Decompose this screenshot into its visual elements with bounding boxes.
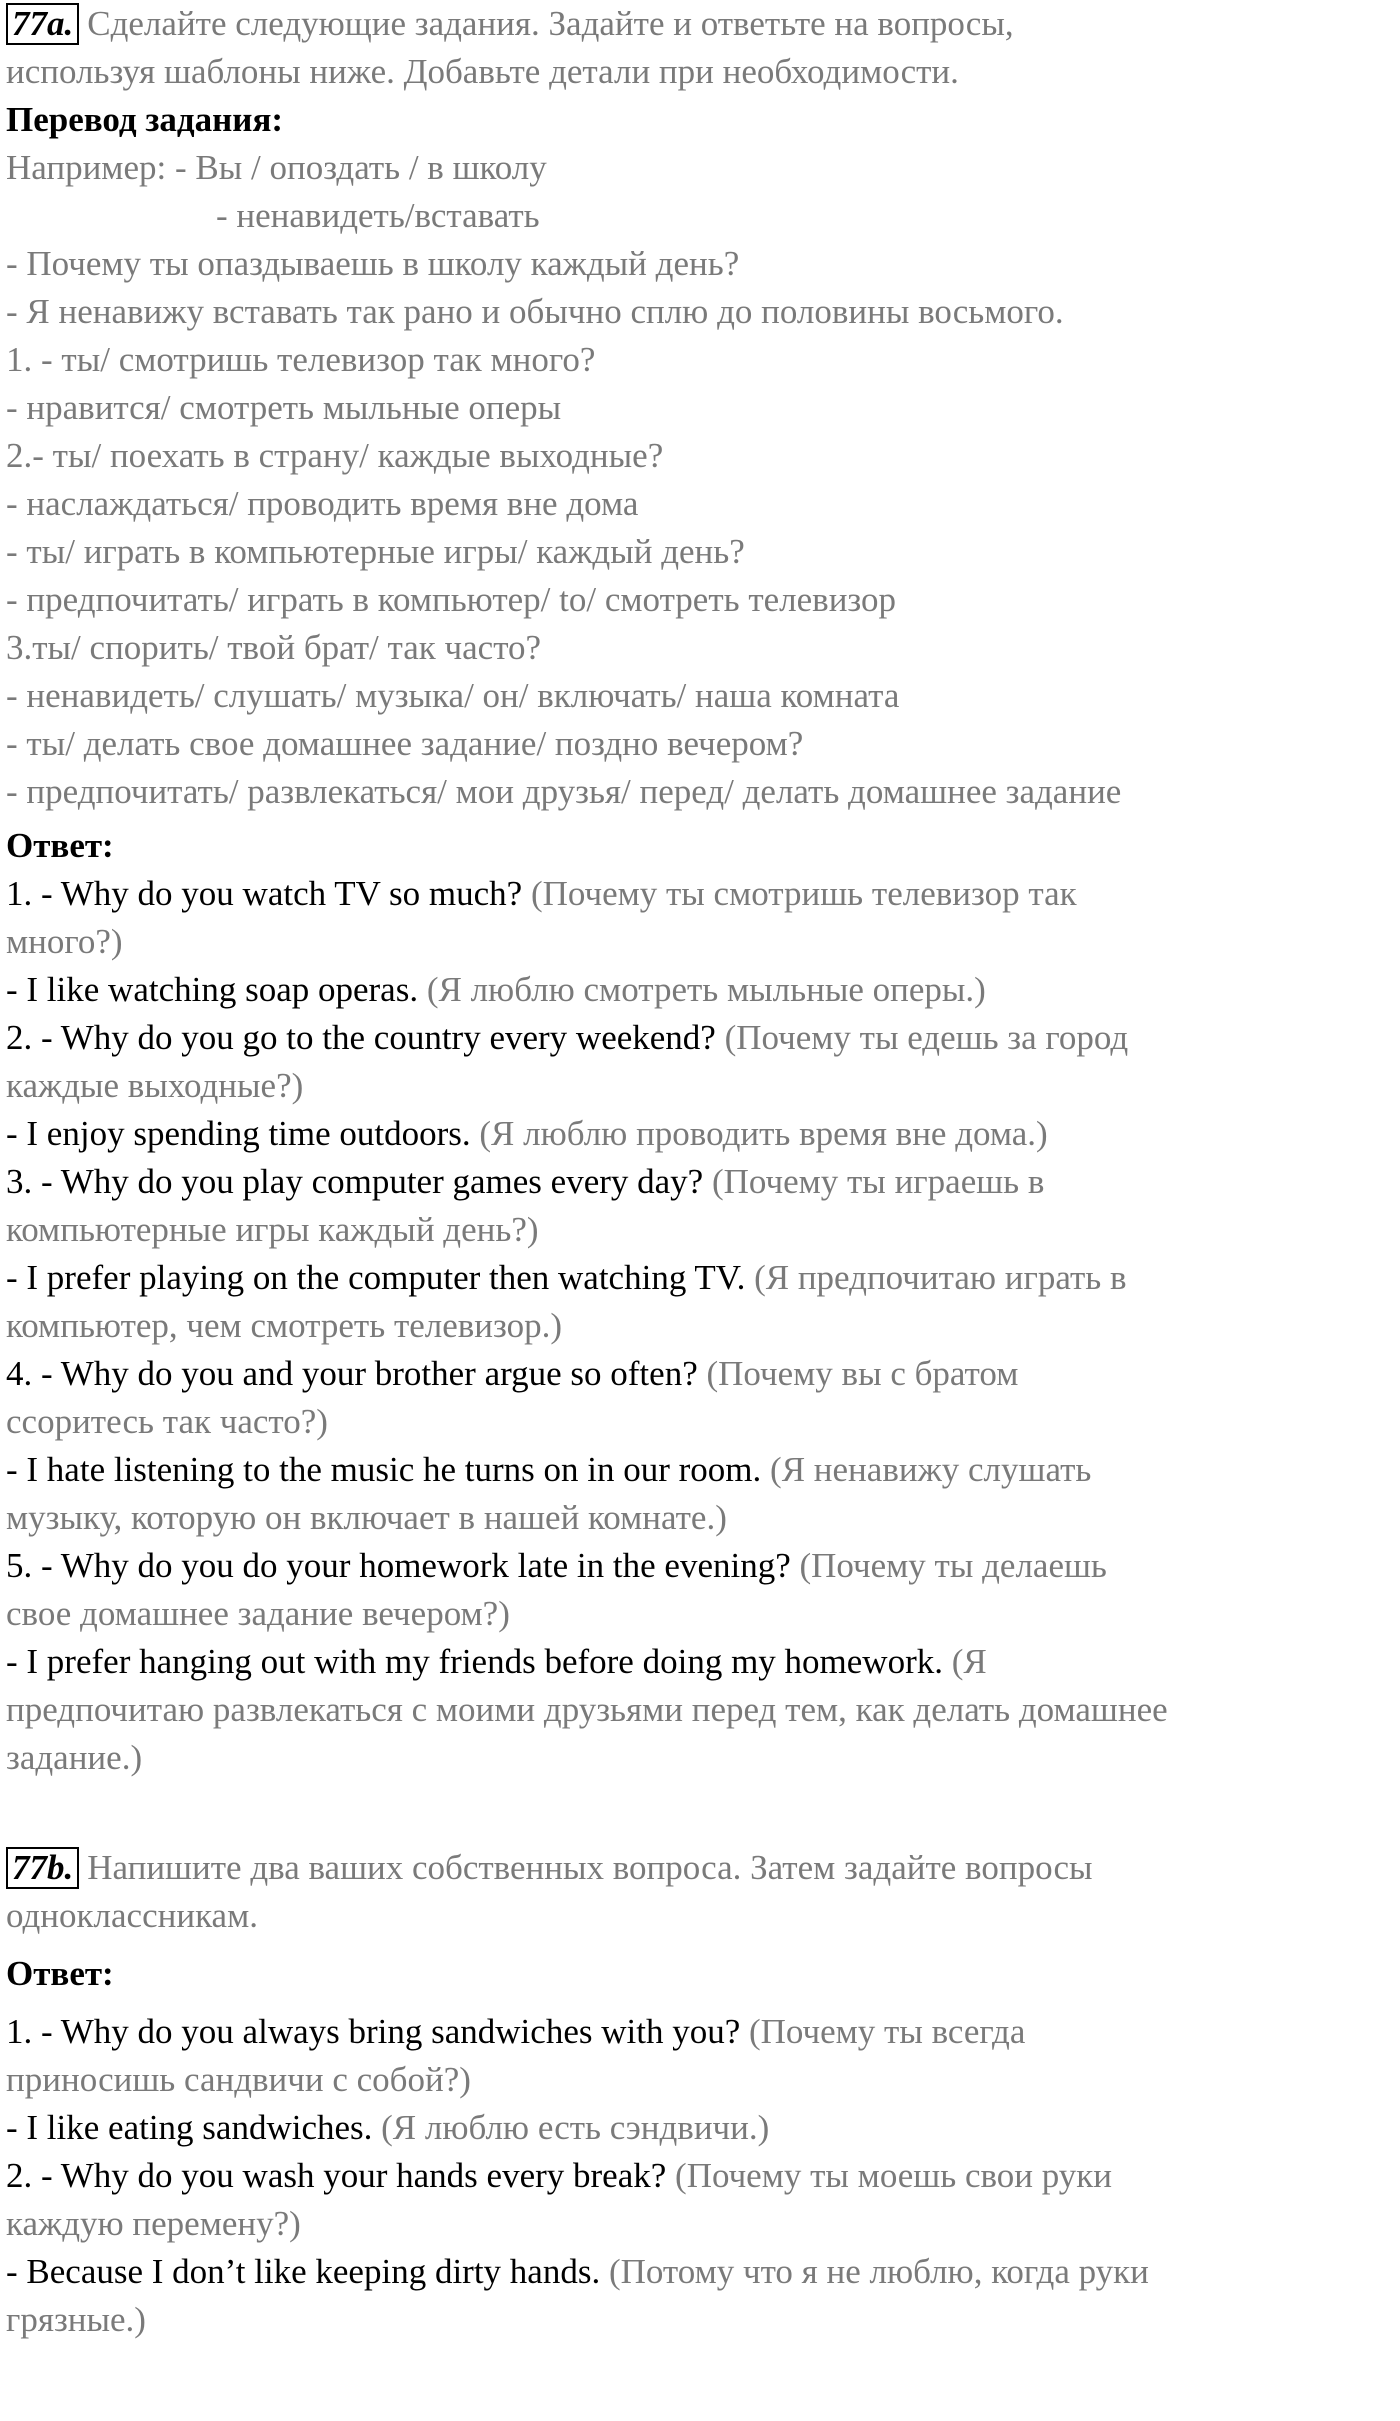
answer-translation: (Потому что я не люблю, когда руки bbox=[600, 2252, 1149, 2291]
answer-line bbox=[6, 1446, 1396, 1494]
answer-english: - I like watching soap operas. bbox=[6, 970, 419, 1009]
template-line: Например: - Вы / опоздать / в школу bbox=[6, 148, 547, 187]
answer-line bbox=[6, 1542, 1396, 1590]
translation-heading: Перевод задания: bbox=[6, 100, 284, 139]
template-line: - нравится/ смотреть мыльные оперы bbox=[6, 388, 562, 427]
answer-english: 1. - Why do you watch TV so much? bbox=[6, 874, 523, 913]
answer-translation: (Почему ты едешь за город bbox=[715, 1018, 1129, 1057]
answer-line bbox=[6, 966, 1396, 1014]
answer-english: 3. - Why do you play computer games every day? bbox=[6, 1162, 704, 1201]
answer-english: 1. - Why do you always bring sandwiches with you? bbox=[6, 2012, 741, 2051]
document-page bbox=[6, 0, 1396, 2344]
answer-translation: (Почему ты делаешь bbox=[790, 1546, 1107, 1585]
answer-line bbox=[6, 2104, 1396, 2152]
answer-translation: (Я ненавижу слушать bbox=[761, 1450, 1092, 1489]
answer-translation: (Почему ты всегда bbox=[740, 2012, 1026, 2051]
answer-translation: свое домашнее задание вечером?) bbox=[6, 1594, 510, 1633]
answer-translation: каждые выходные?) bbox=[6, 1066, 304, 1105]
template-line: - ненавидеть/ слушать/ музыка/ он/ включать/ наша комната bbox=[6, 676, 900, 715]
template-line: 2.- ты/ поехать в страну/ каждые выходные? bbox=[6, 436, 664, 475]
exercise-number-badge: 77a. bbox=[6, 3, 79, 45]
answer-translation: (Я люблю проводить время вне дома.) bbox=[470, 1114, 1048, 1153]
answer-english: 2. - Why do you go to the country every weekend? bbox=[6, 1018, 716, 1057]
answer-english: - I prefer hanging out with my friends before doing my homework. bbox=[6, 1642, 943, 1681]
answer-translation: компьютерные игры каждый день?) bbox=[6, 1210, 539, 1249]
answer-translation: (Я bbox=[943, 1642, 987, 1681]
answer-list bbox=[6, 870, 1396, 1782]
task-text: одноклассникам. bbox=[6, 1896, 258, 1935]
template-line: - предпочитать/ развлекаться/ мои друзья/ перед/ делать домашнее задание bbox=[6, 772, 1122, 811]
answer-translation: (Я люблю смотреть мыльные оперы.) bbox=[418, 970, 986, 1009]
answer-line bbox=[6, 870, 1396, 918]
answer-english: - I enjoy spending time outdoors. bbox=[6, 1114, 471, 1153]
answer-line bbox=[6, 1110, 1396, 1158]
answer-translation: компьютер, чем смотреть телевизор.) bbox=[6, 1306, 563, 1345]
exercise-77a-task bbox=[6, 0, 1396, 48]
answer-line bbox=[6, 2152, 1396, 2200]
answer-translation: приносишь сандвичи с собой?) bbox=[6, 2060, 471, 2099]
answer-translation: (Почему вы с братом bbox=[697, 1354, 1019, 1393]
answer-translation: (Я предпочитаю играть в bbox=[745, 1258, 1127, 1297]
answer-translation: каждую перемену?) bbox=[6, 2204, 301, 2243]
answer-heading: Ответ: bbox=[6, 826, 114, 865]
template-list bbox=[6, 144, 1396, 816]
exercise-77b-task bbox=[6, 1844, 1396, 1892]
answer-translation: ссоритесь так часто?) bbox=[6, 1402, 328, 1441]
template-line: - ты/ играть в компьютерные игры/ каждый день? bbox=[6, 532, 745, 571]
answer-translation: музыку, которую он включает в нашей комнате.) bbox=[6, 1498, 727, 1537]
answer-english: - Because I don’t like keeping dirty hands. bbox=[6, 2252, 601, 2291]
template-line: - Почему ты опаздываешь в школу каждый день? bbox=[6, 244, 740, 283]
answer-translation: задание.) bbox=[6, 1738, 143, 1777]
answer-english: - I like eating sandwiches. bbox=[6, 2108, 373, 2147]
template-line: - предпочитать/ играть в компьютер/ to/ смотреть телевизор bbox=[6, 580, 897, 619]
answer-list bbox=[6, 2008, 1396, 2344]
answer-english: 4. - Why do you and your brother argue so often? bbox=[6, 1354, 698, 1393]
template-line: - Я ненавижу вставать так рано и обычно сплю до половины восьмого. bbox=[6, 292, 1064, 331]
exercise-number-badge: 77b. bbox=[6, 1847, 79, 1889]
template-line: - ты/ делать свое домашнее задание/ поздно вечером? bbox=[6, 724, 804, 763]
answer-translation: (Почему ты моешь свои руки bbox=[666, 2156, 1113, 2195]
answer-english: - I prefer playing on the computer then watching TV. bbox=[6, 1258, 746, 1297]
answer-english: 5. - Why do you do your homework late in the evening? bbox=[6, 1546, 791, 1585]
task-text: используя шаблоны ниже. Добавьте детали при необходимости. bbox=[6, 52, 959, 91]
answer-line bbox=[6, 1638, 1396, 1686]
answer-translation: много?) bbox=[6, 922, 123, 961]
answer-line bbox=[6, 1014, 1396, 1062]
answer-translation: грязные.) bbox=[6, 2300, 146, 2339]
answer-english: - I hate listening to the music he turns on in our room. bbox=[6, 1450, 762, 1489]
answer-line bbox=[6, 2008, 1396, 2056]
answer-english: 2. - Why do you wash your hands every break? bbox=[6, 2156, 667, 2195]
template-line: 1. - ты/ смотришь телевизор так много? bbox=[6, 340, 596, 379]
answer-translation: (Я люблю есть сэндвичи.) bbox=[372, 2108, 770, 2147]
answer-line bbox=[6, 1158, 1396, 1206]
answer-heading: Ответ: bbox=[6, 1954, 114, 1993]
task-text: Напишите два ваших собственных вопроса. Затем задайте вопросы bbox=[87, 1848, 1093, 1887]
answer-translation: (Почему ты играешь в bbox=[703, 1162, 1045, 1201]
answer-line bbox=[6, 1254, 1396, 1302]
template-line: - наслаждаться/ проводить время вне дома bbox=[6, 484, 639, 523]
answer-line bbox=[6, 2248, 1396, 2296]
template-line: - ненавидеть/вставать bbox=[216, 196, 540, 235]
task-text: Сделайте следующие задания. Задайте и ответьте на вопросы, bbox=[87, 4, 1014, 43]
answer-translation: (Почему ты смотришь телевизор так bbox=[522, 874, 1077, 913]
template-line: 3.ты/ спорить/ твой брат/ так часто? bbox=[6, 628, 542, 667]
answer-line bbox=[6, 1350, 1396, 1398]
answer-translation: предпочитаю развлекаться с моими друзьями перед тем, как делать домашнее bbox=[6, 1690, 1168, 1729]
